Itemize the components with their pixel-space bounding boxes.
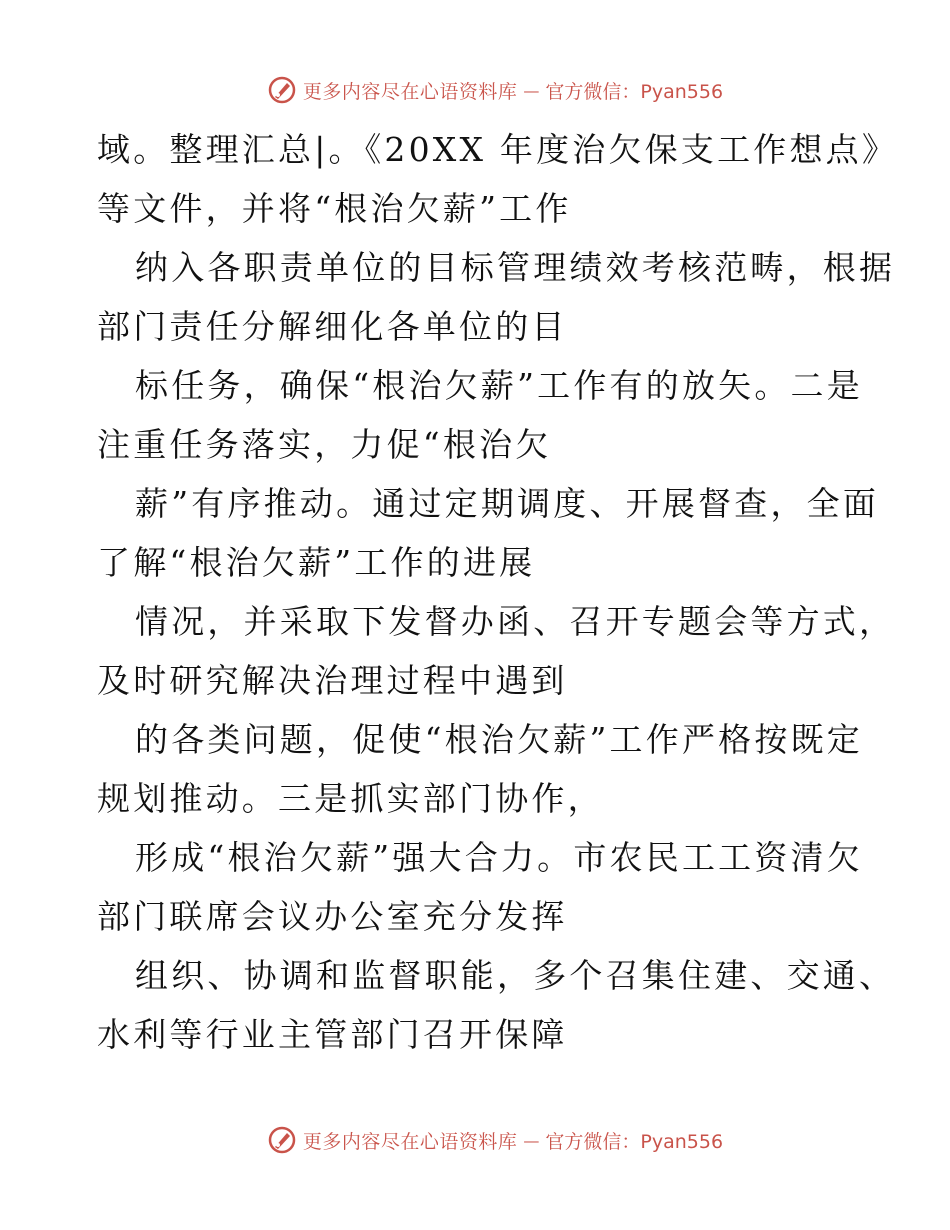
body-line: 水利等行业主管部门召开保障 [97,1015,568,1054]
body-line: 部门责任分解细化各单位的目 [97,307,568,346]
body-line: 域。整理汇总|。《20XX 年度治欠保支工作想点》 [97,130,899,169]
body-line: 情况，并采取下发督办函、召开专题会等方式， [135,602,896,641]
body-line: 等文件，并将“根治欠薪”工作 [97,189,572,228]
body-line: 规划推动。三是抓实部门协作， [97,779,604,818]
header-banner-text: 更多内容尽在心语资料库 [302,80,518,103]
body-line: 的各类问题，促使“根治欠薪”工作严格按既定 [135,720,863,759]
header-banner-separator: — [523,80,540,100]
body-line: 及时研究解决治理过程中遇到 [97,661,568,700]
header-banner-wechat: 官方微信：Pyan556 [545,80,724,103]
document-body [97,120,899,1064]
pen-logo-icon [267,1125,297,1155]
body-line: 纳入各职责单位的目标管理绩效考核范畴，根据 [135,248,896,287]
body-line: 形成“根治欠薪”强大合力。市农民工工资清欠 [135,838,863,877]
body-line: 标任务，确保“根治欠薪”工作有的放矢。二是 [135,366,863,405]
header-banner [0,70,950,110]
body-line: 注重任务落实，力促“根治欠 [97,425,552,464]
footer-banner-wechat: 官方微信：Pyan556 [545,1130,724,1153]
body-line: 部门联席会议办公室充分发挥 [97,897,568,936]
footer-banner-text: 更多内容尽在心语资料库 [302,1130,518,1153]
footer-banner [0,1120,950,1160]
footer-banner-separator: — [523,1130,540,1150]
body-line: 组织、协调和监督职能，多个召集住建、交通、 [135,956,896,995]
body-line: 了解“根治欠薪”工作的进展 [97,543,536,582]
body-line: 薪”有序推动。通过定期调度、开展督查，全面 [135,484,880,523]
pen-logo-icon [267,75,297,105]
